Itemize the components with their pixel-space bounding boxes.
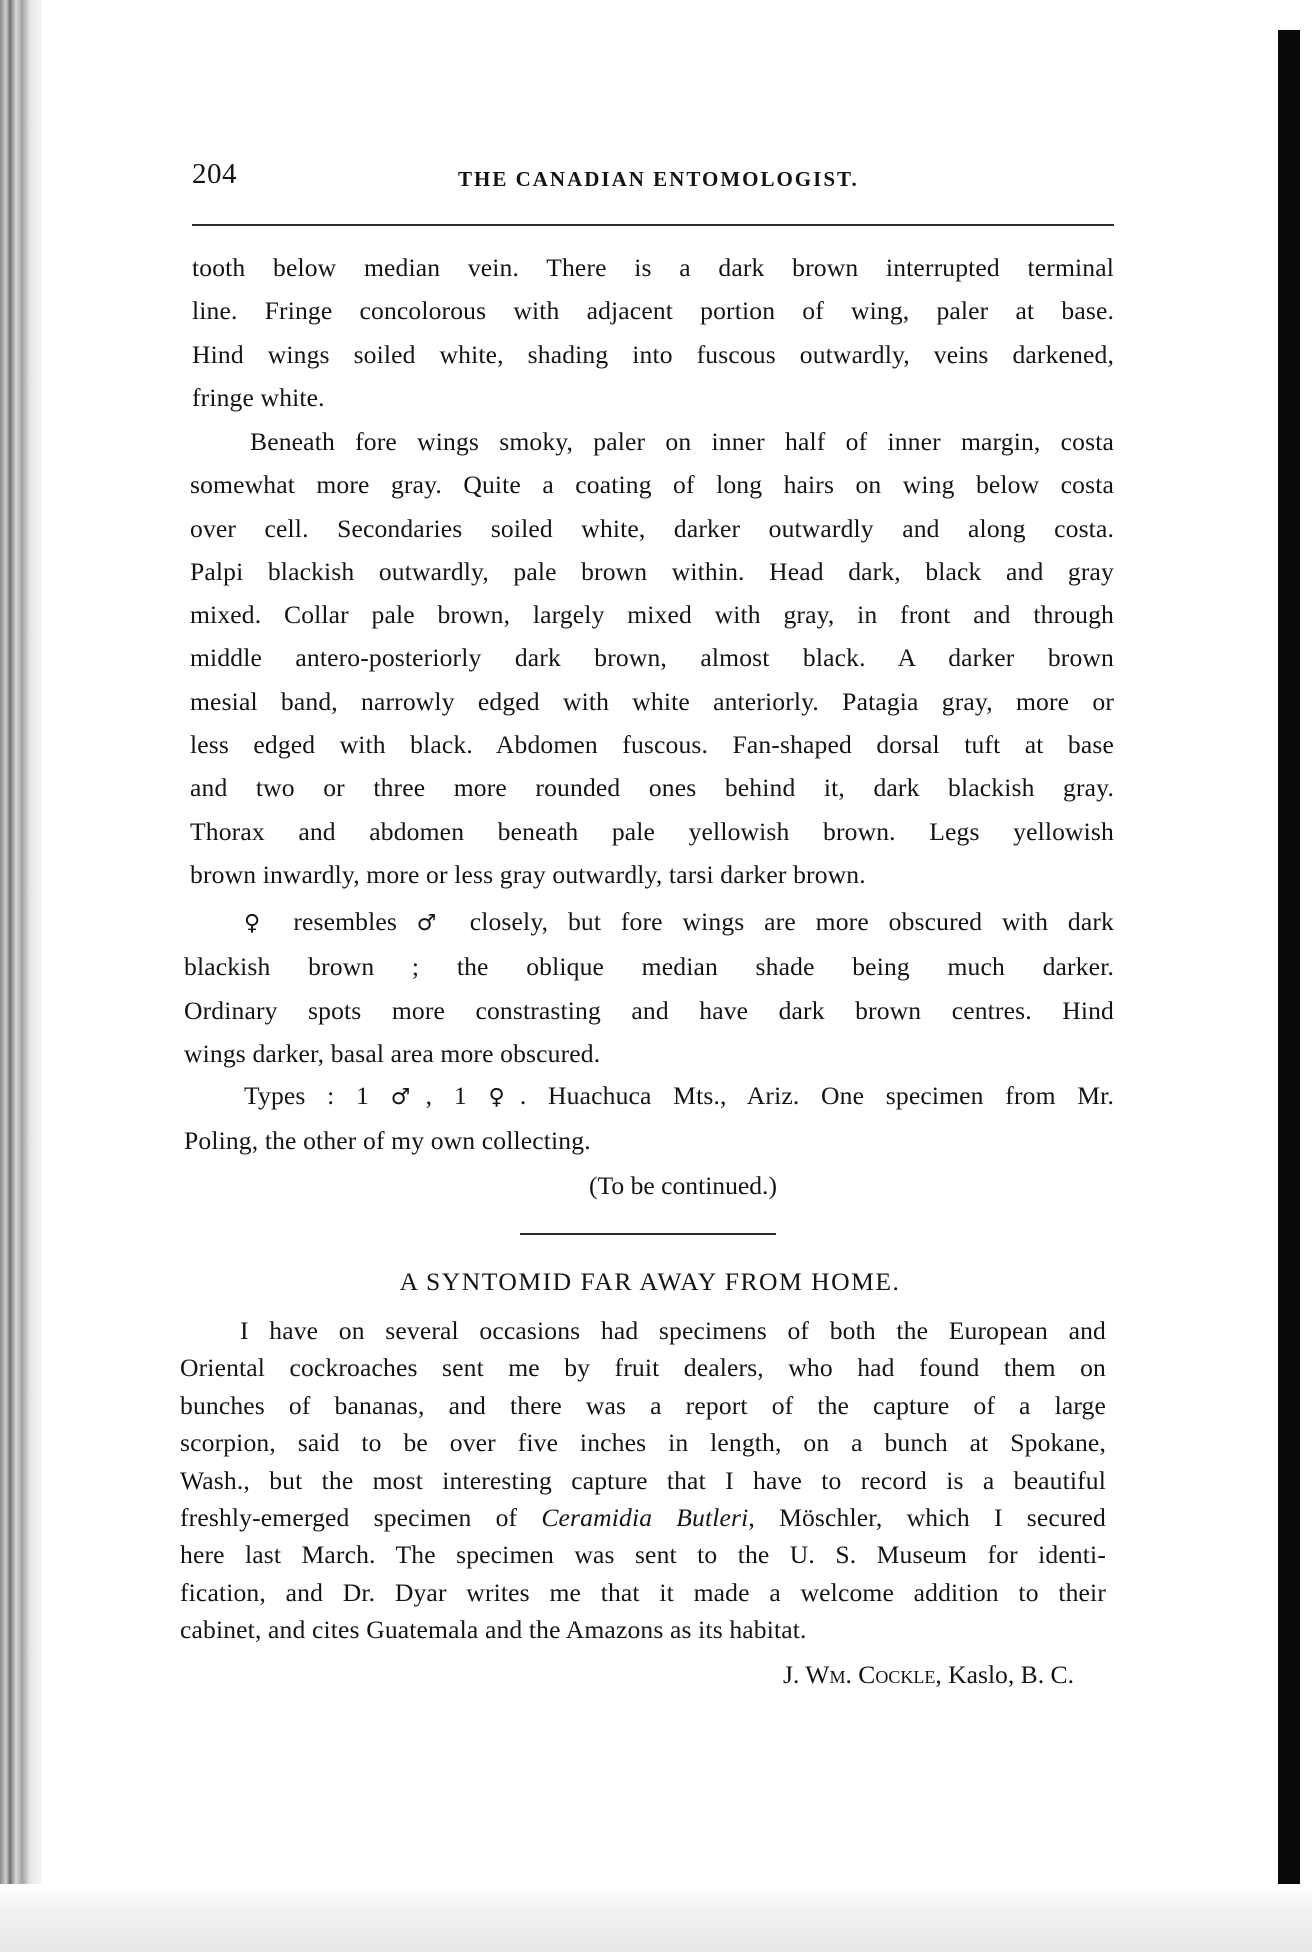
count: 1 xyxy=(356,1081,370,1110)
text-line: blackish brown ; the oblique median shade being much darker. xyxy=(184,952,1114,982)
female-symbol: ♀ xyxy=(244,911,274,936)
text-line: mesial band, narrowly edged with white anteriorly. Patagia gray, more or xyxy=(190,686,1114,716)
page-number: 204 xyxy=(192,158,237,190)
male-symbol: ♂ xyxy=(390,1085,426,1110)
section-divider xyxy=(520,1233,776,1235)
text-line: and two or three more rounded ones behind it, dark blackish gray. xyxy=(190,773,1114,803)
text-fragment: closely, but fore wings are more obscured with dark xyxy=(469,907,1114,936)
text-fragment: . Huachuca Mts., Ariz. One specimen from Mr. xyxy=(519,1081,1114,1110)
header-rule xyxy=(192,224,1114,226)
binding-edge-left xyxy=(0,0,42,1952)
count: 1 xyxy=(453,1081,467,1110)
running-header xyxy=(192,150,1114,210)
text-line: tooth below median vein. There is a dark brown interrupted terminal xyxy=(192,253,1114,282)
text-line: Wash., but the most interesting capture that I have to record is a beautiful xyxy=(180,1465,1106,1495)
text-line: fringe white. xyxy=(192,382,325,412)
text-line: I have on several occasions had specimens of both the European and xyxy=(240,1316,1106,1345)
text-line: Beneath fore wings smoky, paler on inner half of inner margin, costa xyxy=(250,427,1114,456)
author-location: Kaslo, B. C. xyxy=(948,1660,1074,1689)
text-line: scorpion, said to be over five inches in length, on a bunch at Spokane, xyxy=(180,1428,1106,1458)
paragraph-underside-description xyxy=(190,420,1114,896)
paragraph-female-description xyxy=(184,900,1114,1075)
text-fragment: resembles xyxy=(293,907,397,936)
text-line: here last March. The specimen was sent to the U. S. Museum for identi- xyxy=(180,1540,1106,1570)
author-name: J. Wm. Cockle, xyxy=(783,1660,942,1689)
text-line: fication, and Dr. Dyar writes me that it made a welcome addition to their xyxy=(180,1577,1106,1607)
text-line: middle antero-posteriorly dark brown, almost black. A darker brown xyxy=(190,643,1114,673)
types-label: Types : xyxy=(244,1081,335,1110)
to-be-continued: (To be continued.) xyxy=(589,1171,777,1200)
text-fragment: freshly-emerged specimen of xyxy=(180,1503,518,1533)
text-line: Hind wings soiled white, shading into fuscous outwardly, veins darkened, xyxy=(192,339,1114,369)
paragraph-description-continued xyxy=(192,246,1114,419)
text-line xyxy=(184,900,1114,945)
text-line: brown inwardly, more or less gray outwardly, tarsi darker brown. xyxy=(190,859,866,889)
bottom-shadow xyxy=(0,1884,1312,1952)
page-edge-right xyxy=(1200,0,1312,1952)
text-line: somewhat more gray. Quite a coating of long hairs on wing below costa xyxy=(190,470,1114,500)
species-name: Ceramidia Butleri xyxy=(541,1503,749,1533)
text-line: Thorax and abdomen beneath pale yellowish brown. Legs yellowish xyxy=(190,816,1114,846)
text-line: wings darker, basal area more obscured. xyxy=(184,1038,601,1068)
article-title: A SYNTOMID FAR AWAY FROM HOME. xyxy=(399,1267,901,1296)
text-line: Types : 1 ♂, 1 ♀. Huachuca Mts., Ariz. One specimen from Mr. xyxy=(244,1081,1114,1110)
text-line: Oriental cockroaches sent me by fruit dealers, who had found them on xyxy=(180,1353,1106,1383)
journal-title: THE CANADIAN ENTOMOLOGIST. xyxy=(458,167,859,191)
text-line xyxy=(180,1499,1106,1536)
article-body xyxy=(180,1312,1106,1649)
paragraph-types xyxy=(184,1074,1114,1163)
female-symbol: ♀ xyxy=(488,1085,520,1110)
author-signature xyxy=(180,1655,1074,1695)
page-edge-shadow xyxy=(1278,30,1300,1890)
text-line: bunches of bananas, and there was a report of the capture of a large xyxy=(180,1390,1106,1420)
male-symbol: ♂ xyxy=(416,911,450,936)
text-line: Ordinary spots more constrasting and have dark brown centres. Hind xyxy=(184,995,1114,1025)
text-line: Palpi blackish outwardly, pale brown within. Head dark, black and gray xyxy=(190,556,1114,586)
text-line: line. Fringe concolorous with adjacent portion of wing, paler at base. xyxy=(192,296,1114,326)
text-line: Poling, the other of my own collecting. xyxy=(184,1126,591,1156)
text-line: over cell. Secondaries soiled white, darker outwardly and along costa. xyxy=(190,513,1114,543)
text-line: mixed. Collar pale brown, largely mixed with gray, in front and through xyxy=(190,600,1114,630)
text-line: cabinet, and cites Guatemala and the Amazons as its habitat. xyxy=(180,1615,807,1645)
text-line: less edged with black. Abdomen fuscous. Fan-shaped dorsal tuft at base xyxy=(190,730,1114,760)
text-fragment: , Möschler, which I secured xyxy=(748,1503,1106,1533)
